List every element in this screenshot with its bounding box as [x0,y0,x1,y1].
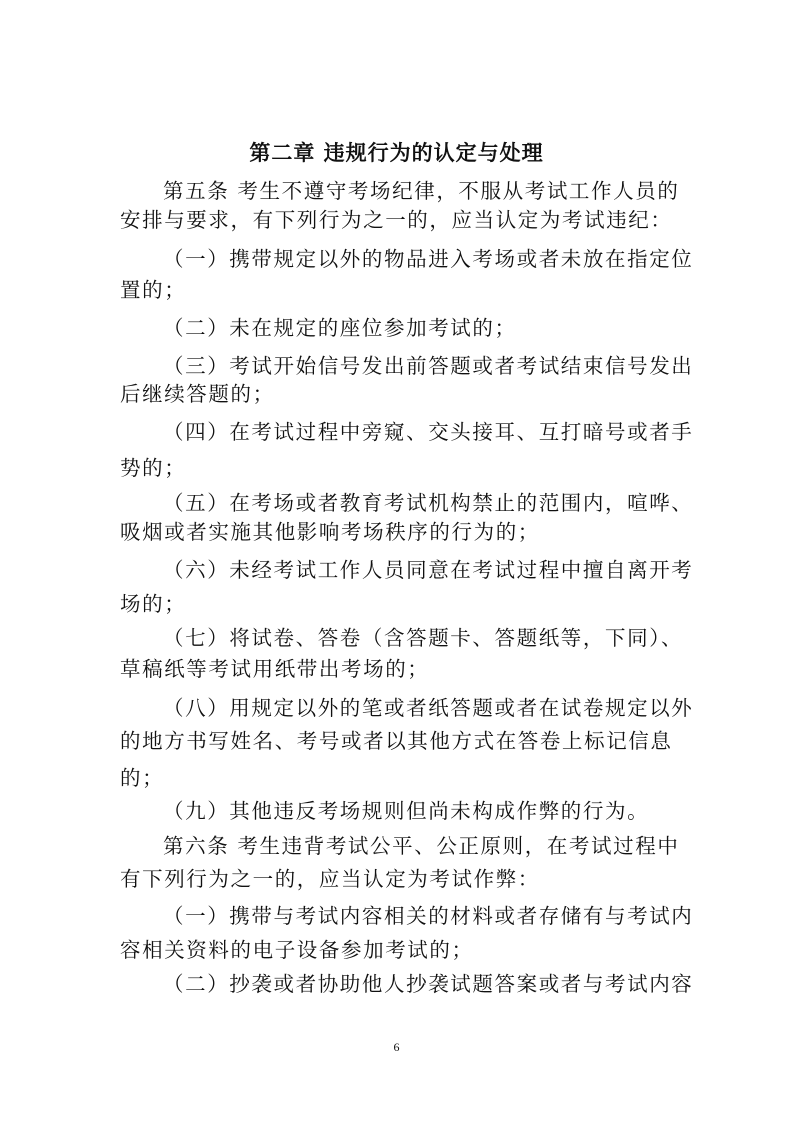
item-6-line-2: 场的； [120,592,187,616]
article-5-line-2: 安排与要求，有下列行为之一的，应当认定为考试违纪： [120,208,673,232]
item-8-line-3: 的； [120,766,165,790]
item-7-line-1: （七）将试卷、答卷（含答题卡、答题纸等，下同）、 [163,626,684,650]
item-8-line-2: 的地方书写姓名、考号或者以其他方式在答卷上标记信息 [120,729,673,753]
chapter-title: 第二章 违规行为的认定与处理 [249,141,544,165]
item-5-line-1: （五）在考场或者教育考试机构禁止的范围内，喧哗、 [163,491,694,515]
article-6-item-1-line-2: 容相关资料的电子设备参加考试的； [120,938,474,962]
item-9-line-1: （九）其他违反考场规则但尚未构成作弊的行为。 [163,799,650,823]
item-1-line-1: （一）携带规定以外的物品进入考场或者未放在指定位 [163,247,694,271]
item-8-line-1: （八）用规定以外的笔或者纸答题或者在试卷规定以外 [163,696,694,720]
item-7-line-2: 草稿纸等考试用纸带出考场的； [120,657,430,681]
item-4-line-1: （四）在考试过程中旁窥、交头接耳、互打暗号或者手 [163,420,694,444]
item-6-line-1: （六）未经考试工作人员同意在考试过程中擅自离开考 [163,558,694,582]
item-2-line-1: （二）未在规定的座位参加考试的； [163,316,517,340]
article-6-item-1-line-1: （一）携带与考试内容相关的材料或者存储有与考试内 [163,904,694,928]
article-6-line-1: 第六条 考生违背考试公平、公正原则，在考试过程中 [163,834,680,858]
item-4-line-2: 势的； [120,456,187,480]
item-3-line-2: 后继续答题的； [120,382,275,406]
page-number: 6 [393,1040,400,1054]
article-5-line-1: 第五条 考生不遵守考场纪律，不服从考试工作人员的 [163,179,680,203]
item-1-line-2: 置的； [120,278,187,302]
item-3-line-1: （三）考试开始信号发出前答题或者考试结束信号发出 [163,354,694,378]
item-5-line-2: 吸烟或者实施其他影响考场秩序的行为的； [120,520,540,544]
article-6-line-2: 有下列行为之一的，应当认定为考试作弊： [120,867,540,891]
article-6-item-2-line-1: （二）抄袭或者协助他人抄袭试题答案或者与考试内容 [163,972,694,996]
